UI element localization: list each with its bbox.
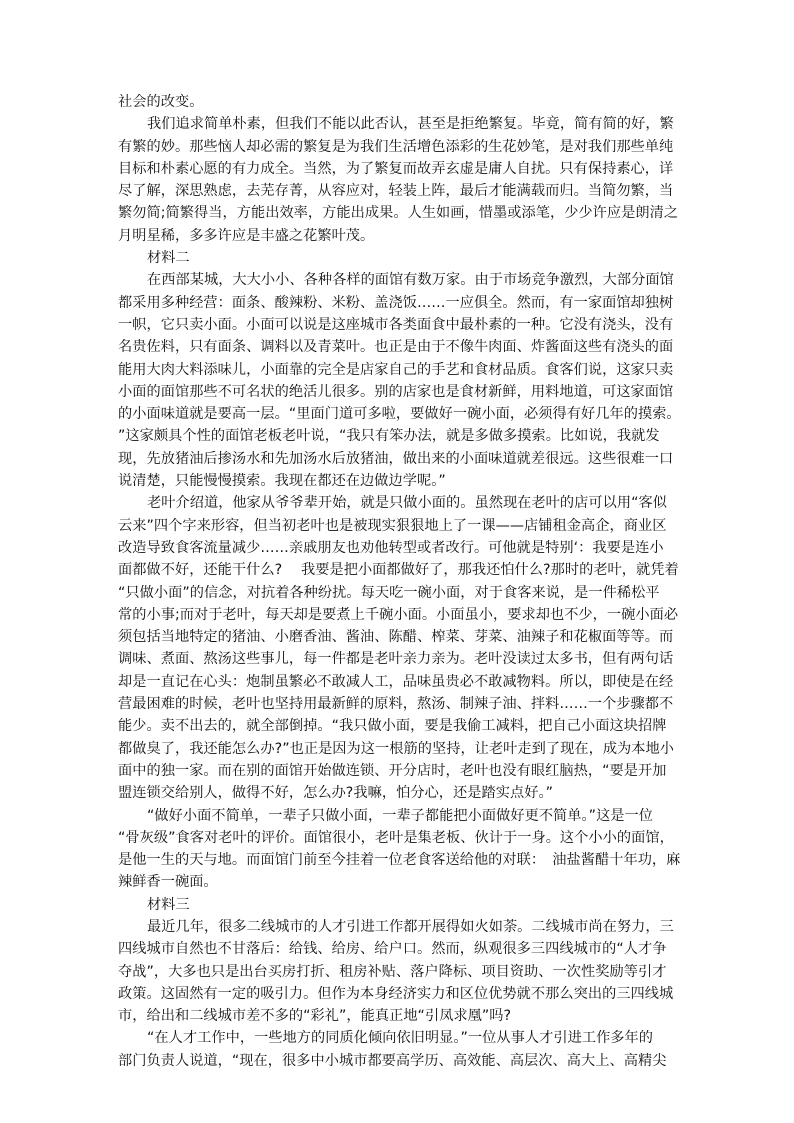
text-line: 说清楚，只能慢慢摸索。我现在都还在边做边学呢。” bbox=[118, 473, 446, 490]
text-line: ”这家颇具个性的面馆老板老叶说，“我只有笨办法，就是多做多摸索。比如说，我就发 bbox=[118, 428, 660, 445]
text-line: 能少。卖不出去的，就全部倒掉。“我只做小面，要是我偷工减料，把自己小面这块招牌 bbox=[118, 718, 667, 735]
text-line: “骨灰级”食客对老叶的评价。面馆很小，老叶是集老板、伙计于一身。这个小小的面馆， bbox=[118, 829, 674, 846]
text-line: 市，给出和二线城市差不多的“彩礼”，能真正地“引凤求凰”吗? bbox=[118, 1008, 512, 1025]
text-line: 最近几年，很多二线城市的人才引进工作都开展得如火如荼。二线城市尚在努力，三 bbox=[147, 918, 674, 935]
text-line: 名贵佐料，只有面条、调料以及青菜叶。也正是由于不像牛肉面、炸酱面这些有浇头的面 bbox=[118, 339, 674, 356]
text-line: 在西部某城，大大小小、各种各样的面馆有数万家。由于市场竞争激烈，大部分面馆 bbox=[147, 272, 674, 289]
text-line: 都采用多种经营：面条、酸辣粉、米粉、盖浇饭……一应俱全。然而，有一家面馆却独树 bbox=[118, 294, 674, 311]
text-line: 面中的独一家。而在别的面馆开始做连锁、开分店时，老叶也没有眼红脑热，“要是开加 bbox=[118, 762, 667, 779]
text-line: 繁勿简;简繁得当，方能出效率，方能出成果。人生如画，惜墨或添笔，少少许应是朗清之 bbox=[118, 205, 679, 222]
text-line: 须包括当地特定的猪油、小磨香油、酱油、陈醋、榨菜、芽菜、油辣子和花椒面等等。而 bbox=[118, 629, 674, 646]
text-line: 老叶介绍道，他家从爷爷辈开始，就是只做小面的。虽然现在老叶的店可以用“客似 bbox=[147, 495, 667, 512]
text-line: 改造导致食客流量减少……亲戚朋友也劝他转型或者改行。可他就是特别‘：我要是连小 bbox=[118, 539, 664, 556]
text-line: 小面的面馆那些不可名状的绝活儿很多。别的店家也是食材新鲜，用料地道，可这家面馆 bbox=[118, 383, 674, 400]
text-line: 有繁的妙。那些恼人却必需的繁复是为我们生活增色添彩的生花妙笔，是对我们那些单纯 bbox=[118, 138, 674, 155]
document-body bbox=[118, 91, 679, 1072]
text-line: 夺战”，大多也只是出台买房打折、租房补贴、落户降标、项目资助、一次性奖励等引才 bbox=[118, 963, 667, 980]
text-line: 现，先放猪油后掺汤水和先加汤水后放猪油，做出来的小面味道就差很远。这些很难一口 bbox=[118, 450, 674, 467]
text-line: 社会的改变。 bbox=[118, 94, 204, 110]
text-line: 营最困难的时候，老叶也坚持用最新鲜的原料，熬汤、制辣子油、拌料……一个步骤都不 bbox=[118, 696, 674, 713]
text-line: 面都做不好，还能干什么? 我要是把小面都做好了，那我还怕什么?那时的老叶，就凭着 bbox=[118, 562, 679, 579]
text-line: 我们追求简单朴素，但我们不能以此否认，甚至是拒绝繁复。毕竟，简有简的好，繁 bbox=[147, 116, 674, 133]
text-line: 政策。这固然有一定的吸引力。但作为本身经济实力和区位优势就不那么突出的三四线城 bbox=[118, 985, 674, 1002]
text-line: 常的小事;而对于老叶，每天却是要煮上千碗小面。小面虽小，要求却也不少，一碗小面必 bbox=[118, 606, 679, 623]
text-line: 材料二 bbox=[147, 250, 190, 267]
text-line: 目标和朴素心愿的有力成全。当然，为了繁复而故弄玄虚是庸人自扰。只有保持素心，详 bbox=[118, 160, 674, 177]
text-line: 盟连锁交给别人，做得不好，怎么办?我嘛，怕分心，还是踏实点好。” bbox=[118, 785, 554, 802]
text-line: 的小面味道就是要高一层。“里面门道可多啦，要做好一碗小面，必须得有好几年的摸索。 bbox=[118, 406, 681, 423]
text-line: “在人才工作中，一些地方的同质化倾向依旧明显。”一位从事人才引进工作多年的 bbox=[147, 1030, 654, 1047]
text-line: 月明星稀，多多许应是丰盛之花繁叶茂。 bbox=[118, 227, 375, 244]
text-line: “做好小面不简单，一辈子只做小面，一辈子都能把小面做好更不简单。”这是一位 bbox=[147, 807, 654, 824]
text-line: 调味、煮面、熬汤这些事儿，每一件都是老叶亲力亲为。老叶没读过太多书，但有两句话 bbox=[118, 651, 674, 668]
text-line: 四线城市自然也不甘落后：给钱、给房、给户口。然而，纵观很多三四线城市的“人才争 bbox=[118, 941, 667, 958]
text-line: 尽了解，深思熟虑，去芜存菁，从容应对，轻装上阵，最后才能满载而归。当简勿繁，当 bbox=[118, 183, 674, 200]
text-line: “只做小面”的信念，对抗着各种纷扰。每天吃一碗小面，对于食客来说，是一件稀松平 bbox=[118, 584, 660, 601]
text-line: 却是一直记在心头：炮制虽繁必不敢减人工，品味虽贵必不敢减物料。所以，即使是在经 bbox=[118, 673, 674, 690]
text-line: 一帜，它只卖小面。小面可以说是这座城市各类面食中最朴素的一种。它没有浇头，没有 bbox=[118, 316, 674, 333]
text-line: 都做臭了，我还能怎么办?”也正是因为这一根筋的坚持，让老叶走到了现在，成为本地小 bbox=[118, 740, 675, 757]
text-line: 部门负责人说道，“现在，很多中小城市都要高学历、高效能、高层次、高大上、高精尖 bbox=[118, 1052, 667, 1069]
text-line: 材料三 bbox=[147, 896, 190, 913]
text-line: 辣鲜香一碗面。 bbox=[118, 874, 218, 891]
text-line: 是他一生的天与地。而面馆门前至今挂着一位老食客送给他的对联： 油盐酱醋十年功，麻 bbox=[118, 852, 681, 869]
text-line: 云来”四个字来形容，但当初老叶也是被现实狠狠地上了一课——店铺租金高企，商业区 bbox=[118, 517, 667, 534]
text-line: 能用大肉大料添味儿，小面靠的完全是店家自己的手艺和食材品质。食客们说，这家只卖 bbox=[118, 361, 674, 378]
